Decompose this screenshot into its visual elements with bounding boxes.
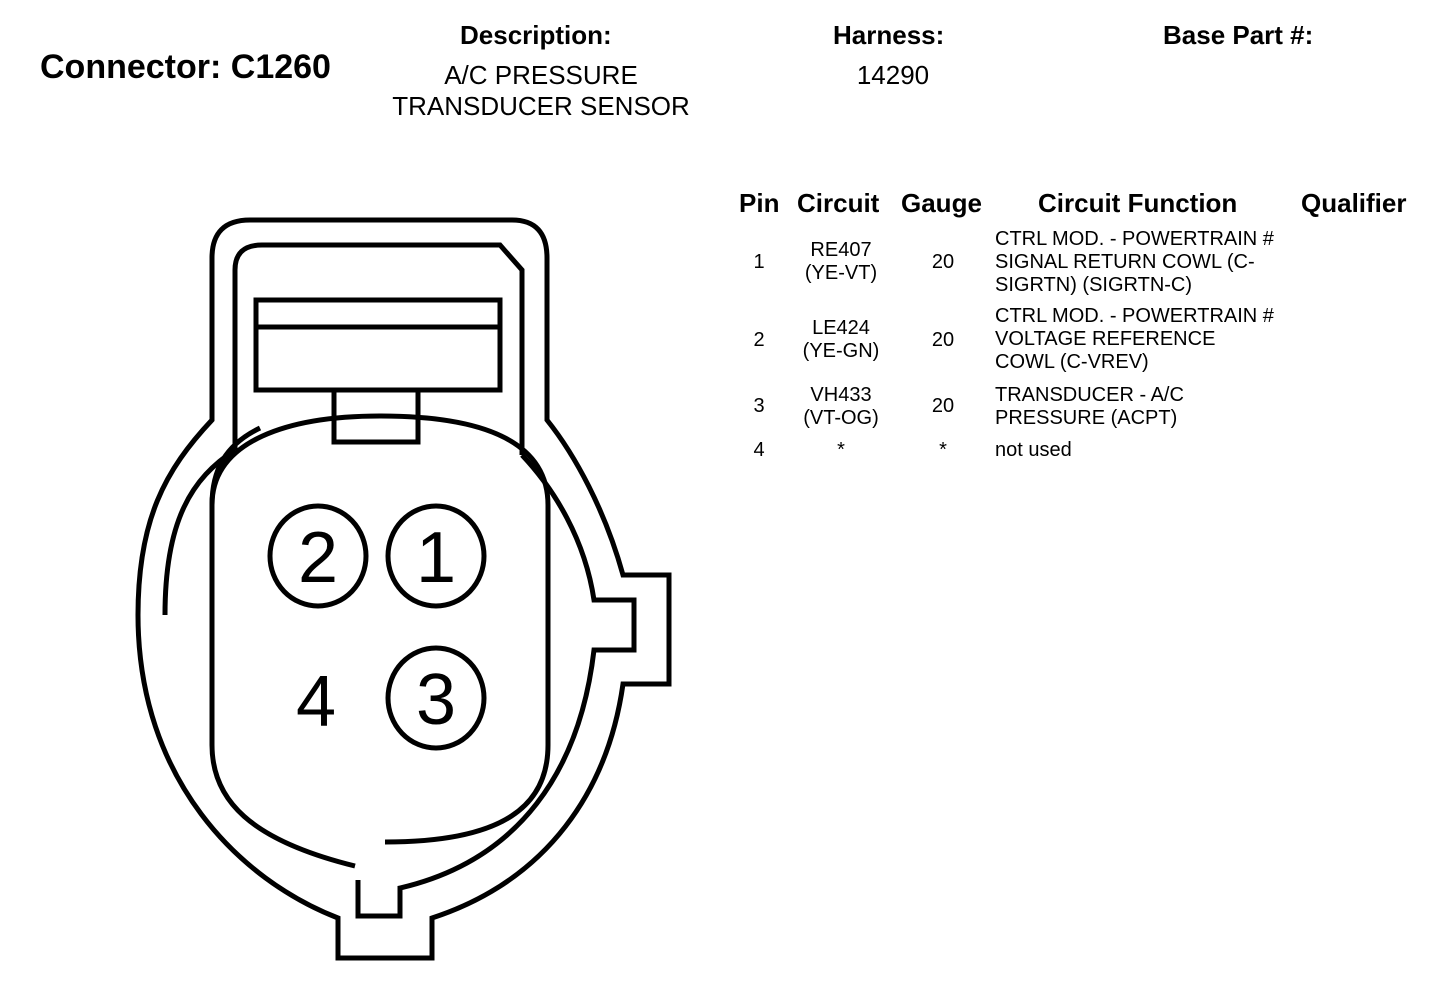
- row-circuit-id: VH433: [810, 384, 872, 406]
- row-function-line: SIGRTN) (SIGRTN-C): [995, 274, 1193, 296]
- row-function-line: COWL (C-VREV): [995, 351, 1149, 373]
- column-header-qualifier: Qualifier: [1301, 188, 1407, 218]
- description-line-2: TRANSDUCER SENSOR: [392, 91, 690, 121]
- pin-label-2: 2: [297, 518, 339, 598]
- row-gauge: *: [939, 439, 947, 461]
- base-part-label: Base Part #:: [1163, 20, 1314, 50]
- row-gauge: 20: [931, 329, 955, 351]
- pin-label-4: 4: [295, 662, 337, 742]
- row-pin: 4: [753, 439, 765, 461]
- row-circuit-id: *: [837, 439, 845, 461]
- column-header-circuit: Circuit: [797, 188, 880, 218]
- row-pin: 2: [753, 329, 765, 351]
- connector-latch: [256, 300, 500, 390]
- row-circuit-color: (YE-GN): [802, 340, 880, 362]
- column-header-function: Circuit Function: [1038, 188, 1238, 218]
- description-label: Description:: [460, 20, 612, 50]
- row-pin: 3: [753, 395, 765, 417]
- row-function-line: CTRL MOD. - POWERTRAIN #: [995, 305, 1274, 327]
- row-circuit-color: (VT-OG): [803, 407, 879, 429]
- connector-title: Connector: C1260: [40, 48, 331, 86]
- column-header-gauge: Gauge: [901, 188, 982, 218]
- row-circuit-id: LE424: [812, 317, 870, 339]
- connector-inner-shell: [235, 245, 522, 455]
- row-function-line: VOLTAGE REFERENCE: [995, 328, 1216, 350]
- row-function-line: not used: [995, 439, 1072, 461]
- row-gauge: 20: [931, 251, 955, 273]
- harness-value: 14290: [856, 60, 930, 90]
- column-header-pin: Pin: [739, 188, 780, 218]
- harness-label: Harness:: [833, 20, 945, 50]
- pin-cavity-area: [212, 416, 548, 866]
- row-function-line: CTRL MOD. - POWERTRAIN #: [995, 228, 1274, 250]
- description-line-1: A/C PRESSURE: [444, 60, 638, 90]
- row-function-line: PRESSURE (ACPT): [995, 407, 1178, 429]
- row-circuit-id: RE407: [810, 239, 872, 261]
- row-function-line: TRANSDUCER - A/C: [995, 384, 1184, 406]
- pin-label-3: 3: [415, 660, 457, 740]
- row-function-line: SIGNAL RETURN COWL (C-: [995, 251, 1255, 273]
- pin-label-1: 1: [415, 518, 457, 598]
- row-gauge: 20: [931, 395, 955, 417]
- connector-outer-shell: [138, 220, 669, 958]
- row-pin: 1: [753, 251, 765, 273]
- row-circuit-color: (YE-VT): [804, 262, 878, 284]
